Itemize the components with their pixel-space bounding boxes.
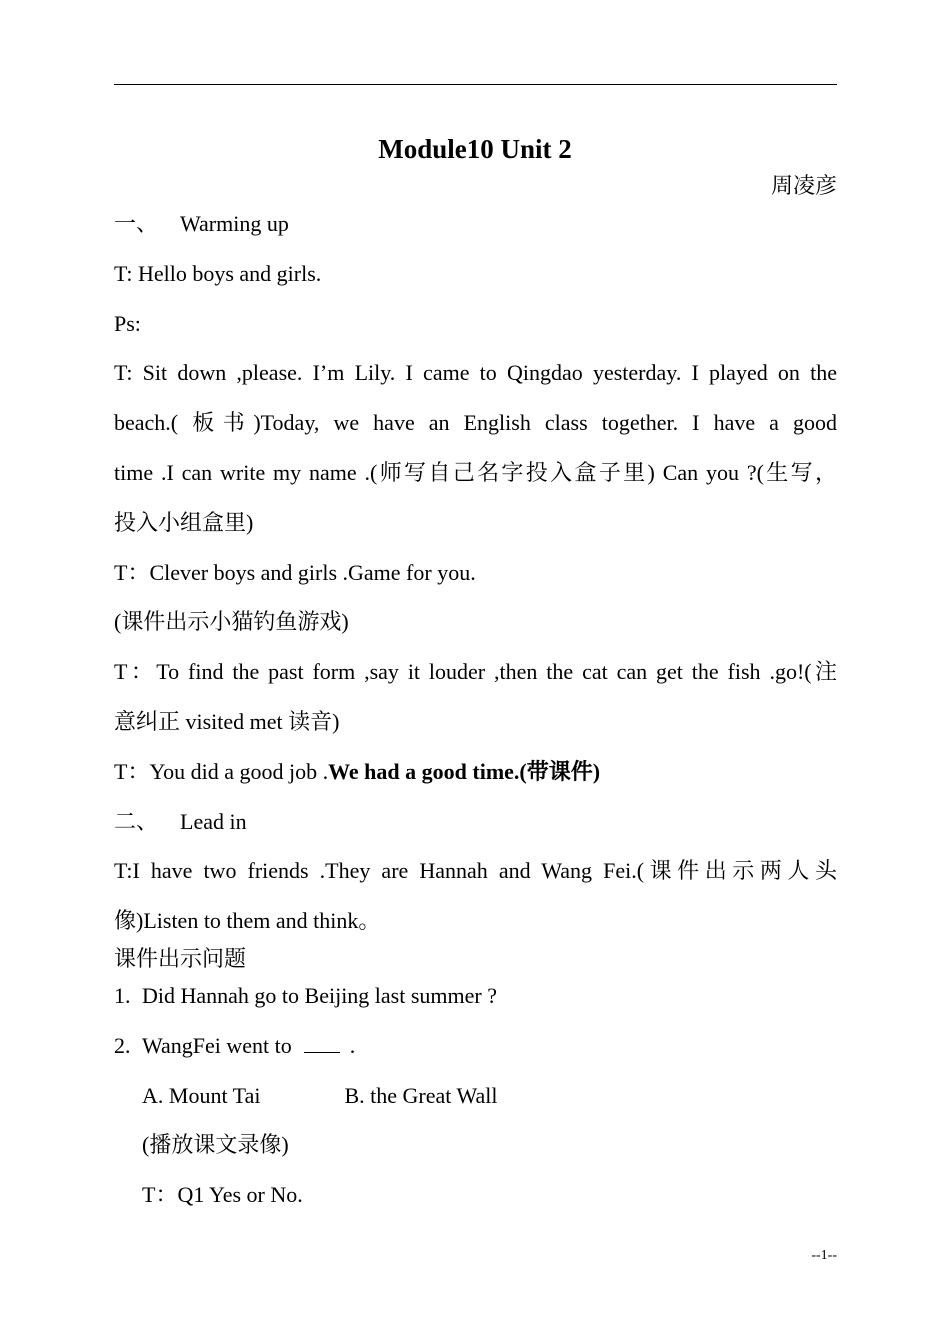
section-number: 一、: [114, 211, 159, 236]
text-line: T: Hello boys and girls.: [114, 261, 322, 286]
text-bold: We had a good time.(带课件): [328, 759, 601, 784]
question-2: [114, 1031, 355, 1061]
question-text: WangFei went to: [142, 1033, 292, 1058]
text-line: 意纠正 visited met 读音): [114, 709, 340, 734]
text-line: Ps:: [114, 311, 141, 336]
section-heading-lead-in: [114, 807, 247, 837]
question-text: Did Hannah go to Beijing last summer ?: [142, 983, 497, 1008]
section-number: 二、: [114, 809, 159, 834]
author-name: 周凌彦: [770, 173, 837, 198]
section-heading-text: Warming up: [180, 211, 289, 236]
text-line: beach.( 板书)Today, we have an English class together. I have a good: [114, 410, 837, 435]
options-row: [142, 1081, 497, 1111]
header-rule: [114, 84, 837, 85]
option-b: B. the Great Wall: [344, 1083, 498, 1108]
text-line: T：Clever boys and girls .Game for you.: [114, 560, 476, 585]
answer-blank: [304, 1032, 340, 1053]
question-end: .: [349, 1033, 356, 1058]
text-line: time .I can write my name .(师写自己名字投入盒子里) Can you ?(生写，: [114, 460, 837, 485]
text-line: T:I have two friends .They are Hannah and Wang Fei.(课件出示两人头: [114, 858, 837, 883]
text-line: 像)Listen to them and think。: [114, 908, 381, 933]
page-title: Module10 Unit 2: [378, 134, 572, 164]
text-line: T: Sit down ,please. I’m Lily. I came to Qingdao yesterday. I played on the: [114, 360, 837, 385]
text-line: 投入小组盒里): [114, 510, 254, 535]
option-a: A. Mount Tai: [142, 1083, 261, 1108]
text-line: (播放课文录像): [142, 1132, 289, 1157]
page-number: --1--: [811, 1248, 837, 1263]
text-plain: T：You did a good job .: [114, 759, 329, 784]
text-line: T：To find the past form ,say it louder ,then the cat can get the fish .go!(注: [114, 659, 837, 684]
list-number: 1.: [114, 983, 131, 1008]
text-line: [114, 757, 600, 787]
text-line: (课件出示小猫钓鱼游戏): [114, 609, 349, 634]
section-heading-warming-up: [114, 209, 289, 239]
section-heading-text: Lead in: [180, 809, 247, 834]
text-line: T：Q1 Yes or No.: [142, 1182, 303, 1207]
question-1: [114, 981, 497, 1011]
text-line: 课件出示问题: [114, 946, 247, 971]
list-number: 2.: [114, 1033, 131, 1058]
